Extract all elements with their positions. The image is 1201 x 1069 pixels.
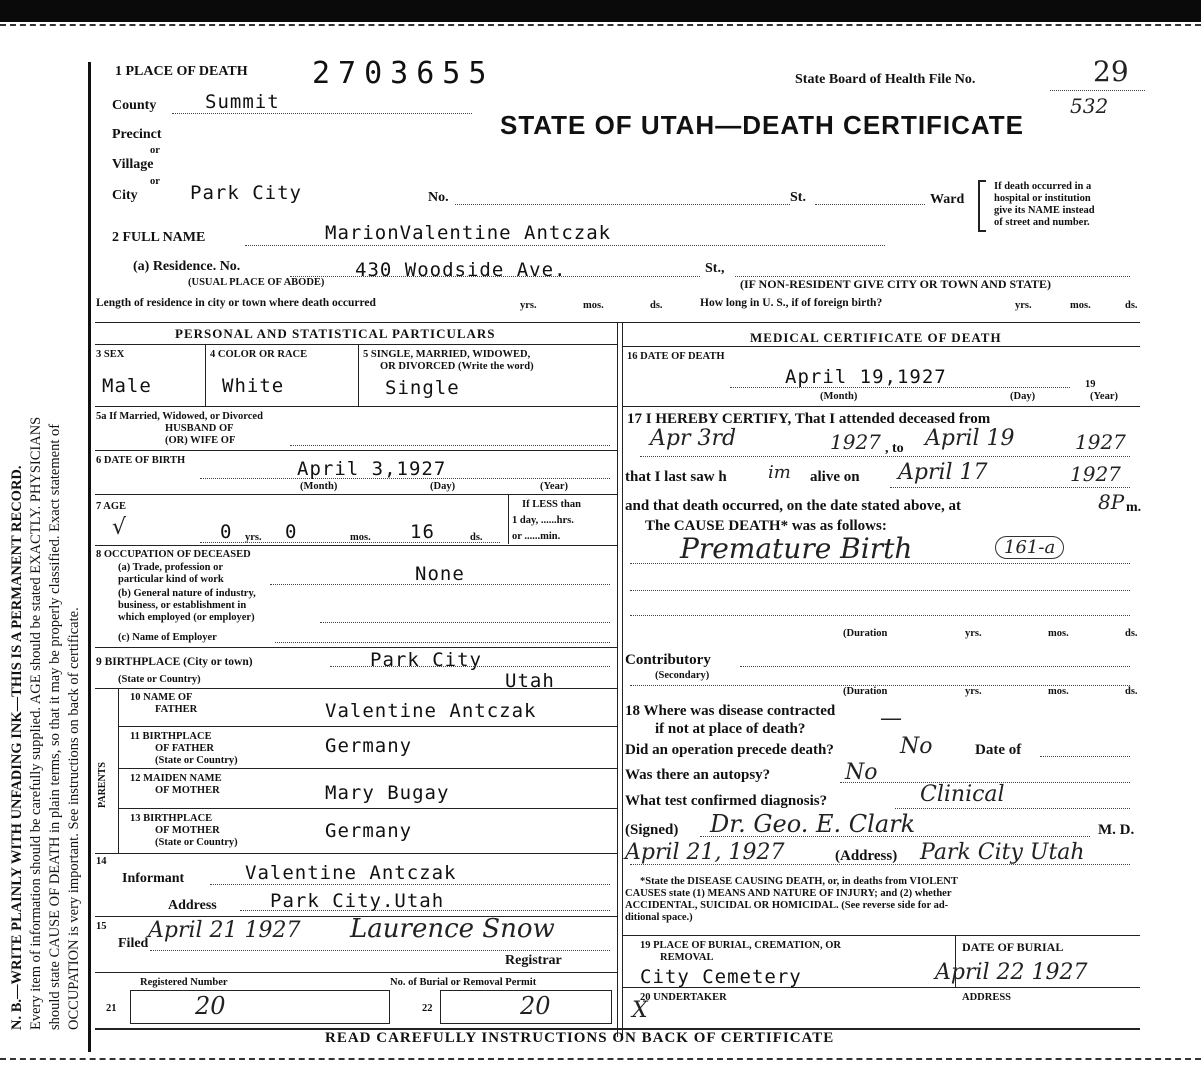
- marital-value: Single: [385, 377, 460, 399]
- burial-permit-number: 20: [520, 992, 551, 1020]
- ward-note-2: hospital or institution: [994, 193, 1091, 204]
- village-label: Village: [112, 157, 154, 172]
- street-line: [455, 204, 790, 205]
- mbp-label-1: 13 BIRTHPLACE: [130, 813, 213, 824]
- registered-number-box: [130, 990, 390, 1024]
- footnote-3: ACCIDENTAL, SUICIDAL OR HOMICIDAL. (See reverse side for ad-: [625, 900, 949, 911]
- dob-month: (Month): [300, 481, 338, 492]
- cause-line-1: [630, 563, 1130, 564]
- registered-number: 20: [195, 992, 226, 1020]
- age-check: √: [112, 515, 127, 540]
- res-mos: mos.: [583, 300, 604, 311]
- or-label-2: or: [150, 176, 160, 187]
- mother-label-2: OF MOTHER: [155, 785, 220, 796]
- md-label: M. D.: [1098, 822, 1135, 838]
- personal-header: PERSONAL AND STATISTICAL PARTICULARS: [175, 326, 496, 341]
- birthplace-city: Park City: [370, 649, 482, 671]
- duration-1-ds: ds.: [1125, 628, 1138, 639]
- informant-address: Park City.Utah: [270, 890, 445, 912]
- spouse-label-2: HUSBAND OF: [165, 423, 234, 434]
- field-14: 14: [96, 856, 107, 867]
- med-line-1: [622, 406, 1140, 407]
- color-value: White: [222, 375, 285, 397]
- occ-c-line: [275, 642, 610, 643]
- signed-line: [700, 836, 1090, 837]
- test-answer: Clinical: [920, 782, 1005, 807]
- attended-line: [640, 456, 1130, 457]
- age-mos-label: mos.: [350, 532, 371, 543]
- last-saw-label-a: that I last saw h: [625, 469, 727, 485]
- personal-header-line: [95, 344, 617, 345]
- street-no-label: No.: [428, 190, 449, 205]
- side-line-3: should state CAUSE OF DEATH in plain terms, so that it may be properly classified. Exact statement of: [47, 423, 63, 1030]
- birthplace-state-label: (State or Country): [118, 674, 201, 685]
- sex-label: 3 SEX: [96, 349, 125, 360]
- attended-from: Apr 3rd: [650, 426, 737, 451]
- length-of-residence-label: Length of residence in city or town where death occurred: [96, 297, 376, 309]
- mother-label-1: 12 MAIDEN NAME: [130, 773, 222, 784]
- last-saw-year: 1927: [1070, 462, 1121, 486]
- file-number: 29: [1093, 55, 1129, 88]
- sex-divider: [205, 344, 206, 406]
- address-line: [240, 910, 610, 911]
- informant-line: [210, 884, 610, 885]
- row-line-9: [118, 808, 617, 809]
- last-saw-line: [890, 487, 1130, 488]
- medical-header-line: [622, 346, 1140, 347]
- dod-line: [730, 387, 1070, 388]
- dod-day: (Day): [1010, 391, 1036, 402]
- operation-label: Did an operation precede death?: [625, 742, 834, 758]
- ward-line: [815, 204, 925, 205]
- attended-to-year: 1927: [1075, 430, 1126, 454]
- birthplace-label: 9 BIRTHPLACE (City or town): [96, 656, 253, 668]
- residence-line: [290, 276, 700, 277]
- physician-signature: Dr. Geo. E. Clark: [710, 810, 916, 838]
- attended-to: April 19: [925, 426, 1015, 451]
- dob-day: (Day): [430, 481, 456, 492]
- sex-value: Male: [102, 375, 152, 397]
- ward-note-1: If death occurred in a: [994, 181, 1092, 192]
- contributory-label: Contributory: [625, 652, 711, 668]
- dod-year: (Year): [1090, 391, 1118, 402]
- side-instructions: [8, 30, 82, 1030]
- full-name-label: 2 FULL NAME: [112, 230, 206, 245]
- dob-value: April 3,1927: [297, 458, 447, 480]
- mother-name: Mary Bugay: [325, 782, 450, 804]
- file-no-label: State Board of Health File No.: [795, 72, 976, 87]
- undertaker-label: 20 UNDERTAKER: [640, 992, 727, 1003]
- age-months: 0: [285, 521, 298, 543]
- filed-label: Filed: [118, 936, 149, 951]
- file-no-line: [1050, 90, 1145, 91]
- spouse-line: [290, 445, 610, 446]
- duration-2: (Duration: [843, 686, 888, 697]
- last-saw-label-c: alive on: [810, 469, 860, 485]
- dod-month: (Month): [820, 391, 858, 402]
- signed-label: (Signed): [625, 822, 679, 838]
- duration-1: (Duration: [843, 628, 888, 639]
- top-perforation: [0, 24, 1201, 26]
- row-line-3: [95, 494, 617, 495]
- less-divider: [508, 494, 509, 544]
- q18-label-b: if not at place of death?: [655, 721, 806, 737]
- file-subnumber: 532: [1070, 94, 1109, 118]
- row-line-5: [95, 647, 617, 648]
- duration-1-yrs: yrs.: [965, 628, 982, 639]
- certify-statement: 17 I HEREBY CERTIFY, That I attended deceased from: [627, 411, 991, 427]
- occupation-value: None: [415, 563, 465, 585]
- date-of-death-label: 16 DATE OF DEATH: [627, 351, 725, 362]
- less-than-3: or ......min.: [512, 531, 561, 542]
- marital-label-2: OR DIVORCED (Write the word): [380, 361, 534, 372]
- top-scan-edge: [0, 0, 1201, 22]
- row-line-7: [118, 726, 617, 727]
- duration-1-mos: mos.: [1048, 628, 1069, 639]
- fbp-label-3: (State or Country): [155, 755, 238, 766]
- field-22: 22: [422, 1003, 433, 1014]
- birthplace-line: [330, 666, 610, 667]
- father-name: Valentine Antczak: [325, 700, 537, 722]
- q18-answer: —: [880, 706, 902, 731]
- mbp-label-2: OF MOTHER: [155, 825, 220, 836]
- address-label: Address: [168, 898, 217, 913]
- residence-sublabel: (USUAL PLACE OF ABODE): [188, 277, 325, 288]
- burial-place: City Cemetery: [640, 966, 802, 988]
- occ-a-1: (a) Trade, profession or: [118, 562, 223, 573]
- or-label-1: or: [150, 145, 160, 156]
- less-than-2: 1 day, ......hrs.: [512, 515, 574, 526]
- contributory-line: [740, 666, 1130, 667]
- age-yrs-label: yrs.: [245, 532, 262, 543]
- occ-b-1: (b) General nature of industry,: [118, 588, 256, 599]
- informant-label: Informant: [122, 871, 185, 886]
- med-line-3: [622, 987, 1140, 988]
- sign-address-line: [630, 864, 1130, 865]
- test-label: What test confirmed diagnosis?: [625, 793, 828, 809]
- column-divider: [617, 322, 618, 1037]
- certificate-number: 2703655: [312, 56, 495, 91]
- dob-label: 6 DATE OF BIRTH: [96, 455, 186, 466]
- footnote-4: ditional space.): [625, 912, 693, 923]
- burial-place-label-2: REMOVAL: [660, 952, 714, 963]
- registrar-label: Registrar: [505, 953, 562, 968]
- death-time: 8P: [1098, 490, 1125, 514]
- side-line-1: N. B.—WRITE PLAINLY WITH UNFADING INK—THIS IS A PERMANENT RECORD.: [9, 465, 25, 1030]
- row-line-12: [95, 972, 617, 973]
- registered-number-label: Registered Number: [140, 977, 228, 988]
- occ-a-2: particular kind of work: [118, 574, 224, 585]
- operation-answer: No: [900, 734, 933, 759]
- county-label: County: [112, 98, 157, 113]
- father-label-1: 10 NAME OF: [130, 692, 193, 703]
- fbp-label-2: OF FATHER: [155, 743, 215, 754]
- place-of-death-label: 1 PLACE OF DEATH: [115, 64, 248, 79]
- filed-line: [150, 950, 610, 951]
- occ-b-3: which employed (or employer): [118, 612, 255, 623]
- occ-c: (c) Name of Employer: [118, 632, 217, 643]
- undertaker-mark: X: [632, 998, 648, 1023]
- filed-date: April 21 1927: [148, 918, 301, 943]
- parents-label: PARENTS: [97, 762, 108, 808]
- footnote-2: CAUSES state (1) MEANS AND NATURE OF INJURY; and (2) whether: [625, 888, 952, 899]
- us-ds: ds.: [1125, 300, 1138, 311]
- cause-line-2: [630, 590, 1130, 591]
- med-line-2: [622, 935, 1140, 936]
- fbp-label-1: 11 BIRTHPLACE: [130, 731, 212, 742]
- cause-code: 161-a: [995, 536, 1064, 559]
- father-label-2: FATHER: [155, 704, 198, 715]
- bottom-perforation: [0, 1058, 1201, 1060]
- occupation-label: 8 OCCUPATION OF DECEASED: [96, 549, 251, 560]
- age-ds-label: ds.: [470, 532, 483, 543]
- occ-a-line: [270, 584, 610, 585]
- age-days: 16: [410, 521, 435, 543]
- footer-instructions: READ CAREFULLY INSTRUCTIONS ON BACK OF CERTIFICATE: [325, 1030, 835, 1046]
- date-of-line: [1040, 756, 1130, 757]
- occ-b-line: [320, 622, 610, 623]
- father-birthplace: Germany: [325, 735, 413, 757]
- occ-b-2: business, or establishment in: [118, 600, 247, 611]
- row-line-8: [118, 768, 617, 769]
- st-label: St.: [790, 190, 806, 205]
- less-than-1: If LESS than: [522, 499, 581, 510]
- autopsy-answer: No: [845, 760, 878, 785]
- res-yrs: yrs.: [520, 300, 537, 311]
- burial-date: April 22 1927: [935, 960, 1088, 985]
- side-line-4: OCCUPATION is very important. See instructions on back of certificate.: [66, 607, 82, 1030]
- death-occurred-label: and that death occurred, on the date stated above, at: [625, 498, 961, 514]
- us-yrs: yrs.: [1015, 300, 1032, 311]
- age-years: 0: [220, 521, 233, 543]
- q18-label-a: 18 Where was disease contracted: [625, 703, 836, 719]
- certificate-title: STATE OF UTAH—DEATH CERTIFICATE: [500, 110, 1024, 140]
- precinct-label: Precinct: [112, 127, 162, 142]
- test-line: [895, 808, 1130, 809]
- age-line: [200, 542, 500, 543]
- duration-2-mos: mos.: [1048, 686, 1069, 697]
- county-line: [172, 113, 472, 114]
- county-value: Summit: [205, 91, 280, 113]
- autopsy-label: Was there an autopsy?: [625, 767, 771, 783]
- dob-line: [200, 478, 610, 479]
- ward-note-3: give its NAME instead: [994, 205, 1095, 216]
- field-21: 21: [106, 1003, 117, 1014]
- medical-header: MEDICAL CERTIFICATE OF DEATH: [750, 330, 1002, 345]
- color-divider: [358, 344, 359, 406]
- city-label: City: [112, 188, 138, 203]
- contributory-sub: (Secondary): [655, 670, 710, 681]
- date-of-death-value: April 19,1927: [785, 366, 947, 388]
- residence-value: 430 Woodside Ave.: [355, 259, 567, 281]
- us-mos: mos.: [1070, 300, 1091, 311]
- mother-birthplace: Germany: [325, 820, 413, 842]
- spouse-label-3: (OR) WIFE OF: [165, 435, 236, 446]
- mbp-label-3: (State or Country): [155, 837, 238, 848]
- sign-address: Park City Utah: [920, 840, 1085, 865]
- full-name-line: [245, 245, 885, 246]
- sign-address-label: (Address): [835, 848, 898, 864]
- how-long-label: How long in U. S., if of foreign birth?: [700, 297, 883, 309]
- birthplace-state: Utah: [505, 670, 555, 692]
- nonresident-note: (IF NON-RESIDENT GIVE CITY OR TOWN AND STATE): [740, 277, 1052, 291]
- age-label: 7 AGE: [96, 501, 127, 512]
- residence-label: (a) Residence. No.: [133, 259, 241, 274]
- duration-2-ds: ds.: [1125, 686, 1138, 697]
- color-label: 4 COLOR OR RACE: [210, 349, 308, 360]
- marital-label: 5 SINGLE, MARRIED, WIDOWED,: [363, 349, 531, 360]
- residence-st: St.,: [705, 261, 725, 276]
- res-ds: ds.: [650, 300, 663, 311]
- informant-name: Valentine Antczak: [245, 862, 457, 884]
- burial-place-label-1: 19 PLACE OF BURIAL, CREMATION, OR: [640, 940, 841, 951]
- city-value: Park City: [190, 182, 302, 204]
- ward-note-4: of street and number.: [994, 217, 1090, 228]
- cause-label: The CAUSE DEATH* was as follows:: [645, 518, 887, 534]
- column-divider-2: [622, 322, 623, 1037]
- row-line-4: [95, 545, 617, 546]
- full-name-value: MarionValentine Antczak: [325, 222, 612, 244]
- side-line-2: Every item of information should be carefully supplied. AGE should be stated EXACTLY. PHYSICIANS: [28, 416, 44, 1030]
- burial-date-label: DATE OF BURIAL: [962, 940, 1064, 954]
- sign-date: April 21, 1927: [625, 840, 785, 865]
- burial-permit-label: No. of Burial or Removal Permit: [390, 977, 537, 988]
- address-2-label: ADDRESS: [962, 992, 1012, 1003]
- last-saw-date: April 17: [898, 460, 988, 485]
- date-of-label: Date of: [975, 742, 1022, 758]
- dob-year: (Year): [540, 481, 568, 492]
- dod-19: 19: [1085, 379, 1096, 390]
- row-line-1: [95, 406, 617, 407]
- registrar-signature: Laurence Snow: [350, 914, 555, 944]
- row-line-10: [95, 853, 617, 854]
- footnote-1: *State the DISEASE CAUSING DEATH, or, in deaths from VIOLENT: [640, 876, 958, 887]
- row-line-2: [95, 450, 617, 451]
- field-15: 15: [96, 921, 107, 932]
- spouse-label-1: 5a If Married, Widowed, or Divorced: [96, 411, 263, 422]
- to-label: , to: [885, 441, 904, 456]
- last-saw-him: im: [768, 462, 791, 483]
- row-line-6: [95, 688, 617, 689]
- death-time-m: m.: [1126, 500, 1142, 515]
- cause-of-death: Premature Birth: [680, 532, 913, 565]
- cause-line-3: [630, 615, 1130, 616]
- attended-from-year: 1927: [830, 430, 881, 454]
- ward-label: Ward: [930, 192, 965, 207]
- parents-divider: [118, 688, 119, 853]
- ward-bracket: [978, 180, 986, 232]
- duration-2-yrs: yrs.: [965, 686, 982, 697]
